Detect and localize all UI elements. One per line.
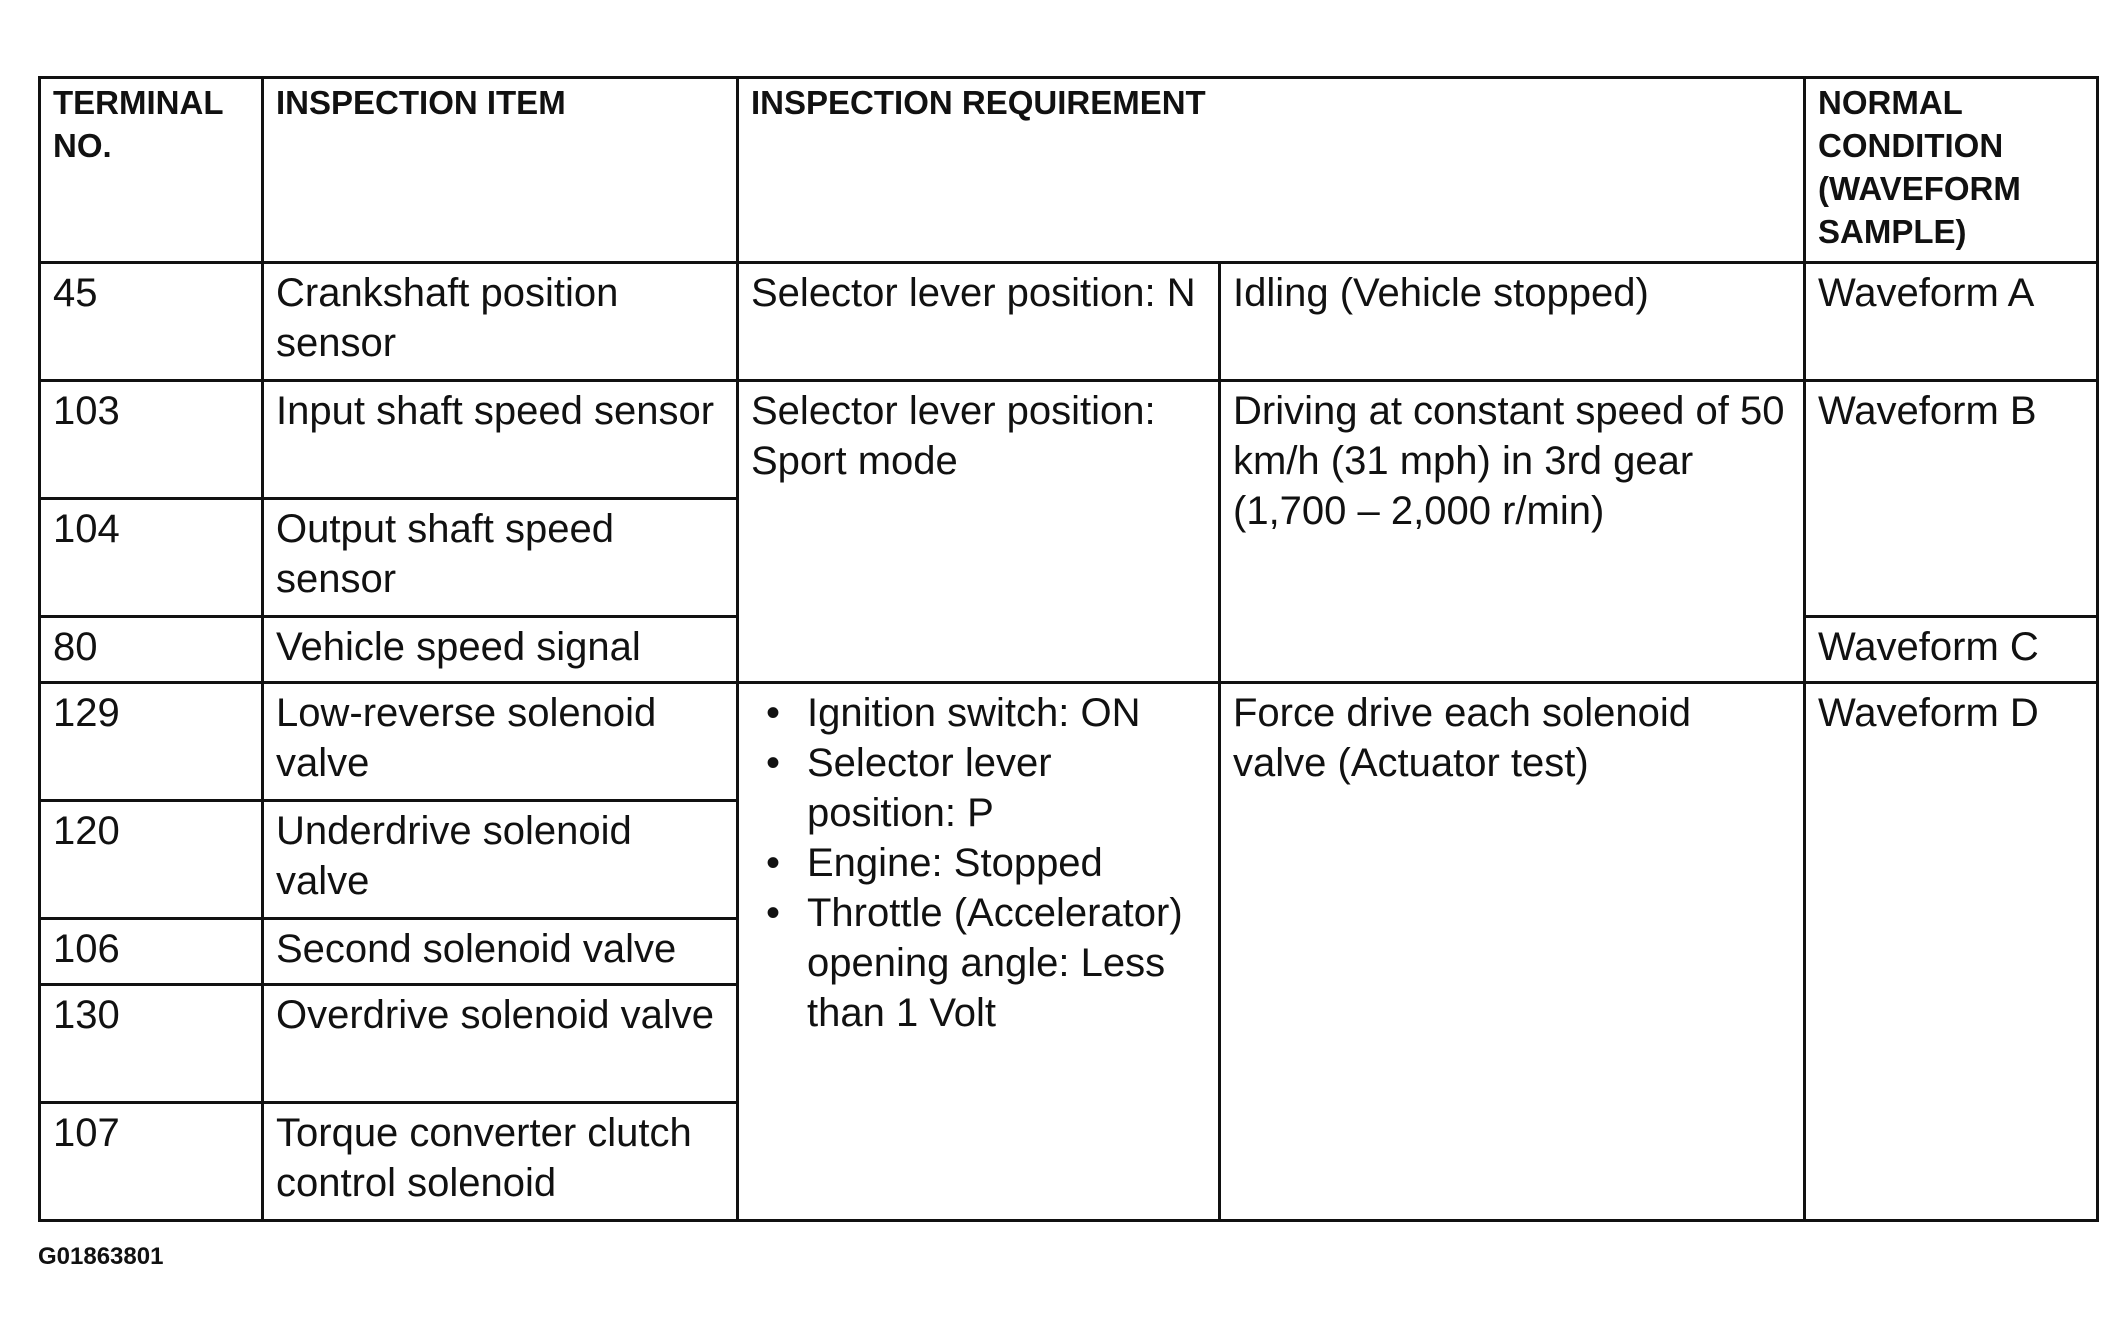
bullet-icon: • bbox=[765, 891, 780, 935]
header-inspection-item: INSPECTION ITEM bbox=[263, 78, 738, 263]
table-row bbox=[40, 381, 2098, 499]
selector-requirement-cell: Selector lever position: Sport mode bbox=[738, 381, 1220, 683]
table-row bbox=[40, 683, 2098, 801]
condition-requirement-cell: Driving at constant speed of 50 km/h (31 mph) in 3rd gear (1,700 – 2,000 r/min) bbox=[1220, 381, 1805, 683]
bullet-icon: • bbox=[765, 741, 780, 785]
figure-code: G01863801 bbox=[38, 1243, 164, 1270]
terminal-cell: 120 bbox=[40, 801, 263, 919]
item-cell: Vehicle speed signal bbox=[263, 617, 738, 683]
header-normal-condition: NORMAL CONDITION (WAVEFORM SAMPLE) bbox=[1805, 78, 2098, 263]
waveform-cell: Waveform C bbox=[1805, 617, 2098, 683]
bullet-text: Throttle (Accelerator) opening angle: Less than 1 Volt bbox=[807, 891, 1183, 1035]
item-cell: Torque converter clutch control solenoid bbox=[263, 1103, 738, 1221]
bullet-text: Ignition switch: ON bbox=[807, 691, 1141, 735]
item-cell: Underdrive solenoid valve bbox=[263, 801, 738, 919]
terminal-cell: 107 bbox=[40, 1103, 263, 1221]
bullet-item bbox=[765, 888, 1208, 1038]
terminal-cell: 80 bbox=[40, 617, 263, 683]
terminal-cell: 129 bbox=[40, 683, 263, 801]
item-cell: Input shaft speed sensor bbox=[263, 381, 738, 499]
bullet-icon: • bbox=[765, 691, 780, 735]
bullet-item bbox=[765, 738, 1208, 838]
item-cell: Second solenoid valve bbox=[263, 919, 738, 985]
header-inspection-requirement: INSPECTION REQUIREMENT bbox=[738, 78, 1805, 263]
table-header-row bbox=[40, 78, 2098, 263]
inspection-table bbox=[38, 76, 2099, 1222]
waveform-cell: Waveform D bbox=[1805, 683, 2098, 1221]
item-cell: Crankshaft position sensor bbox=[263, 263, 738, 381]
terminal-cell: 45 bbox=[40, 263, 263, 381]
header-terminal-no: TERMINAL NO. bbox=[40, 78, 263, 263]
bullet-text: Engine: Stopped bbox=[807, 841, 1103, 885]
bullet-icon: • bbox=[765, 841, 780, 885]
item-cell: Overdrive solenoid valve bbox=[263, 985, 738, 1103]
selector-requirement-cell: Selector lever position: N bbox=[738, 263, 1220, 381]
item-cell: Output shaft speed sensor bbox=[263, 499, 738, 617]
terminal-cell: 103 bbox=[40, 381, 263, 499]
terminal-cell: 130 bbox=[40, 985, 263, 1103]
bullet-item bbox=[765, 688, 1208, 738]
bullet-requirement-cell bbox=[738, 683, 1220, 1221]
waveform-cell: Waveform B bbox=[1805, 381, 2098, 617]
waveform-cell: Waveform A bbox=[1805, 263, 2098, 381]
requirement-bullet-list bbox=[751, 688, 1208, 1038]
condition-requirement-cell: Force drive each solenoid valve (Actuator test) bbox=[1220, 683, 1805, 1221]
bullet-text: Selector lever position: P bbox=[807, 741, 1052, 835]
table-row bbox=[40, 263, 2098, 381]
terminal-cell: 106 bbox=[40, 919, 263, 985]
item-cell: Low-reverse solenoid valve bbox=[263, 683, 738, 801]
bullet-item bbox=[765, 838, 1208, 888]
terminal-cell: 104 bbox=[40, 499, 263, 617]
condition-requirement-cell: Idling (Vehicle stopped) bbox=[1220, 263, 1805, 381]
